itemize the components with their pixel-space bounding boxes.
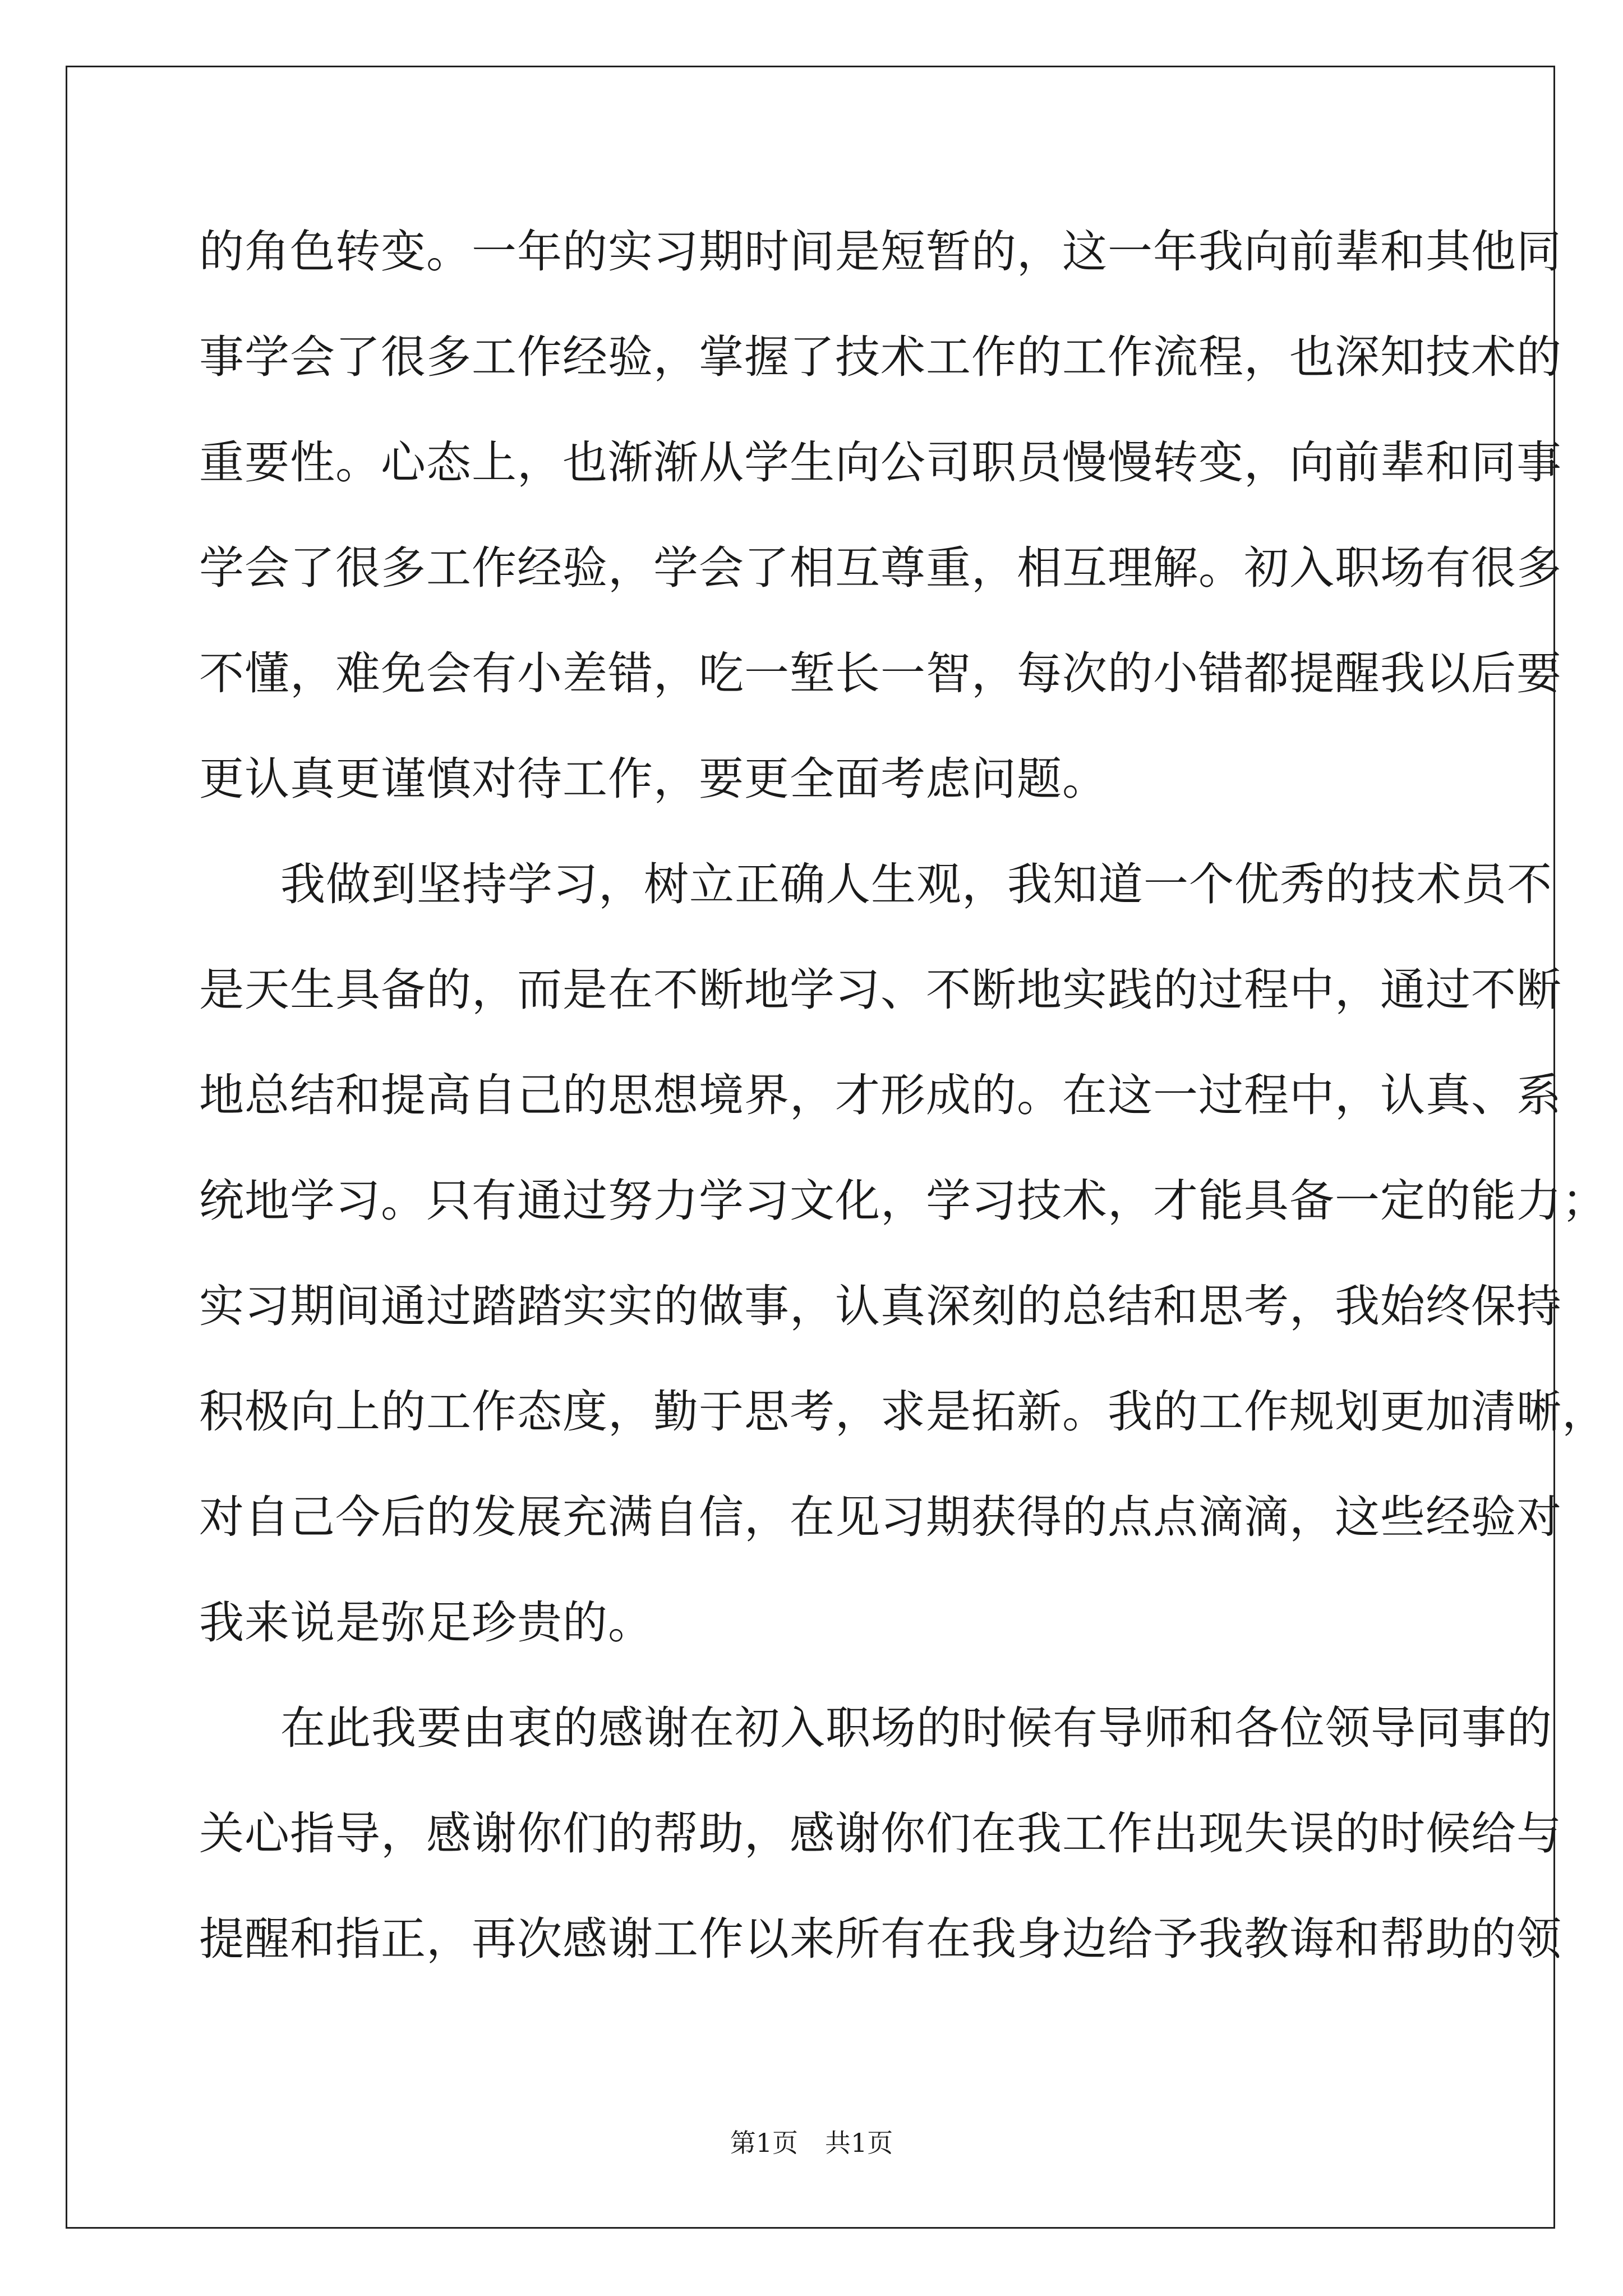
text-line: 学会了很多工作经验，学会了相互尊重，相互理解。初入职场有很多 [199, 542, 1562, 594]
text-line: 统地学习。只有通过努力学习文化，学习技术，才能具备一定的能力； [199, 1175, 1607, 1227]
text-line: 地总结和提高自己的思想境界，才形成的。在这一过程中，认真、系 [199, 1069, 1562, 1121]
text-line: 在此我要由衷的感谢在初入职场的时候有导师和各位领导同事的 [280, 1702, 1552, 1754]
text-line: 不懂，难免会有小差错，吃一堑长一智，每次的小错都提醒我以后要 [199, 647, 1562, 700]
text-line: 积极向上的工作态度，勤于思考，求是拓新。我的工作规划更加清晰， [199, 1386, 1607, 1438]
footer-current-page: 第1页 [730, 2128, 798, 2158]
document-body [199, 213, 1607, 2005]
text-line: 提醒和指正，再次感谢工作以来所有在我身边给予我教诲和帮助的领 [199, 1913, 1562, 1965]
footer-total-pages: 共1页 [825, 2128, 893, 2158]
page-footer [0, 2126, 1623, 2160]
text-line: 我做到坚持学习，树立正确人生观，我知道一个优秀的技术员不 [280, 858, 1552, 910]
text-line: 事学会了很多工作经验，掌握了技术工作的工作流程，也深知技术的 [199, 331, 1562, 383]
text-line: 重要性。心态上，也渐渐从学生向公司职员慢慢转变，向前辈和同事 [199, 436, 1562, 489]
text-line: 关心指导，感谢你们的帮助，感谢你们在我工作出现失误的时候给与 [199, 1807, 1562, 1860]
text-line: 是天生具备的，而是在不断地学习、不断地实践的过程中，通过不断 [199, 964, 1562, 1016]
text-line: 的角色转变。一年的实习期时间是短暂的，这一年我向前辈和其他同 [199, 226, 1562, 278]
text-line: 实习期间通过踏踏实实的做事，认真深刻的总结和思考，我始终保持 [199, 1280, 1562, 1332]
text-line: 更认真更谨慎对待工作，要更全面考虑问题。 [199, 753, 1108, 805]
text-line: 我来说是弥足珍贵的。 [199, 1596, 653, 1649]
text-line: 对自己今后的发展充满自信，在见习期获得的点点滴滴，这些经验对 [199, 1491, 1562, 1543]
